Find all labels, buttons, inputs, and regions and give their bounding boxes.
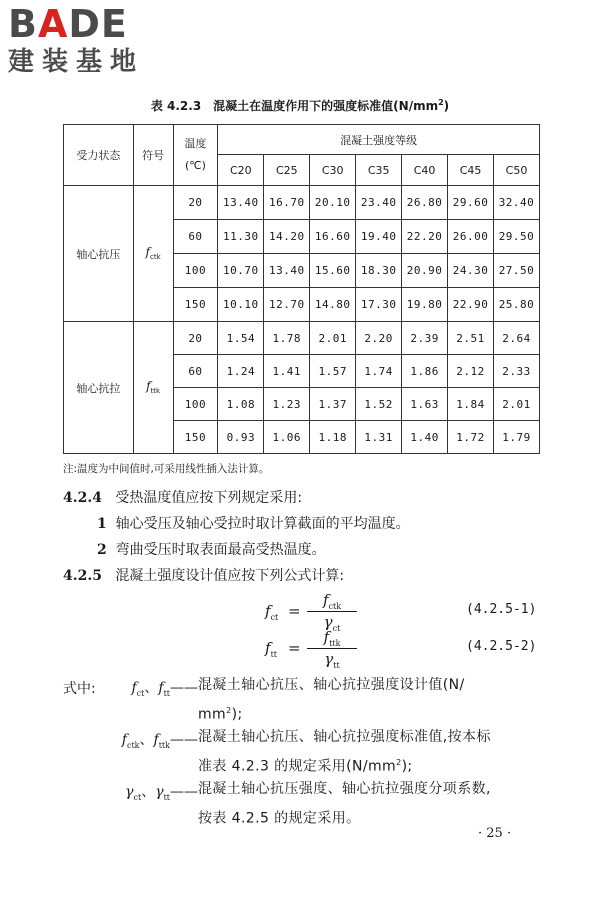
where-label: 式中: [63,681,96,697]
value-cell: 15.60 [310,254,356,288]
value-cell: 32.40 [494,186,540,220]
value-cell: 18.30 [356,254,402,288]
grade-header: C30 [310,155,356,186]
value-cell: 2.01 [310,322,356,355]
value-cell: 13.40 [264,254,310,288]
grade-header: C45 [448,155,494,186]
value-cell: 1.63 [402,388,448,421]
header-temperature: 温度 (℃) [173,125,218,186]
value-cell: 29.60 [448,186,494,220]
clause-item: 2 弯曲受压时取表面最高受热温度。 [97,542,326,558]
value-cell: 20.90 [402,254,448,288]
page-number: · 25 · [478,826,512,841]
clause-4-2-5: 4.2.5 混凝土强度设计值应按下列公式计算: [63,568,345,584]
temp-cell: 60 [173,220,218,254]
header-state: 受力状态 [64,125,134,186]
table-title: 表 4.2.3 混凝土在温度作用下的强度标准值$(N/mm^2)$ [150,98,450,113]
value-cell: 1.40 [402,421,448,454]
brand-logo [8,4,183,84]
grade-header: C25 [264,155,310,186]
value-cell: 26.00 [448,220,494,254]
value-cell: 1.18 [310,421,356,454]
value-cell: 1.52 [356,388,402,421]
value-cell: 24.30 [448,254,494,288]
value-cell: 2.51 [448,322,494,355]
state-compression: 轴心抗压 [64,186,134,322]
value-cell: 1.84 [448,388,494,421]
clause-item: 1 轴心受压及轴心受拉时取计算截面的平均温度。 [97,516,410,532]
grade-header: C20 [218,155,264,186]
value-cell: 1.78 [264,322,310,355]
logo-wordmark: BADE [8,2,128,46]
value-cell: 1.24 [218,355,264,388]
value-cell: 1.74 [356,355,402,388]
value-cell: 1.37 [310,388,356,421]
table-row [64,322,540,355]
value-cell: 22.90 [448,288,494,322]
value-cell: 27.50 [494,254,540,288]
clause-4-2-4: 4.2.4 受热温度值应按下列规定采用: [63,490,303,506]
value-cell: 26.80 [402,186,448,220]
definition-symbol: $f_{ct}$、$f_{tt}——$ [131,680,198,698]
value-cell: 1.86 [402,355,448,388]
value-cell: 1.72 [448,421,494,454]
value-cell: 2.64 [494,322,540,355]
value-cell: 23.40 [356,186,402,220]
value-cell: 10.10 [218,288,264,322]
value-cell: 16.70 [264,186,310,220]
value-cell: 11.30 [218,220,264,254]
value-cell: 10.70 [218,254,264,288]
temp-cell: 150 [173,421,218,454]
definition-symbol: $\gamma_{ct}$、$\gamma_{tt}——$ [125,784,198,802]
grade-header: C35 [356,155,402,186]
value-cell: 2.39 [402,322,448,355]
temp-cell: 20 [173,322,218,355]
value-cell: 1.41 [264,355,310,388]
temp-cell: 60 [173,355,218,388]
state-tension: 轴心抗拉 [64,322,134,454]
temp-cell: 100 [173,254,218,288]
temp-cell: 100 [173,388,218,421]
value-cell: 14.20 [264,220,310,254]
temp-cell: 150 [173,288,218,322]
definition-text: 混凝土轴心抗压、轴心抗拉强度设计值(N/ $mm^2$); [198,677,465,723]
symbol-fctk: $f_{ctk}$ [133,186,173,322]
definition-text: 混凝土轴心抗压、轴心抗拉强度标准值,按本标 准表 4.2.3 的规定采用$(N/mm^2)$; [198,729,491,775]
value-cell: 1.57 [310,355,356,388]
value-cell: 16.60 [310,220,356,254]
definition-text: 混凝土轴心抗压强度、轴心抗拉强度分项系数, 按表 4.2.5 的规定采用。 [198,781,491,827]
temp-cell: 20 [173,186,218,220]
value-cell: 0.93 [218,421,264,454]
value-cell: 1.08 [218,388,264,421]
table-row [64,186,540,220]
value-cell: 17.30 [356,288,402,322]
value-cell: 14.80 [310,288,356,322]
equation-number: (4.2.5-2) [466,639,537,654]
value-cell: 1.23 [264,388,310,421]
value-cell: 13.40 [218,186,264,220]
value-cell: 20.10 [310,186,356,220]
definition-symbol: $f_{ctk}$、$f_{ttk}——$ [121,732,198,750]
value-cell: 25.80 [494,288,540,322]
value-cell: 2.12 [448,355,494,388]
logo-subtitle: 建装基地 [8,47,145,77]
grade-header: C50 [494,155,540,186]
table-note: 注:温度为中间值时,可采用线性插入法计算。 [63,463,270,475]
value-cell: 1.79 [494,421,540,454]
value-cell: 1.54 [218,322,264,355]
value-cell: 22.20 [402,220,448,254]
value-cell: 1.31 [356,421,402,454]
symbol-fttk: $f_{ttk}$ [133,322,173,454]
value-cell: 19.40 [356,220,402,254]
value-cell: 2.01 [494,388,540,421]
value-cell: 19.80 [402,288,448,322]
equation-number: (4.2.5-1) [466,602,537,617]
strength-table [63,124,540,454]
value-cell: 1.06 [264,421,310,454]
grade-header: C40 [402,155,448,186]
value-cell: 2.33 [494,355,540,388]
header-grade: 混凝土强度等级 [218,125,540,155]
value-cell: 12.70 [264,288,310,322]
value-cell: 2.20 [356,322,402,355]
header-symbol: 符号 [133,125,173,186]
value-cell: 29.50 [494,220,540,254]
